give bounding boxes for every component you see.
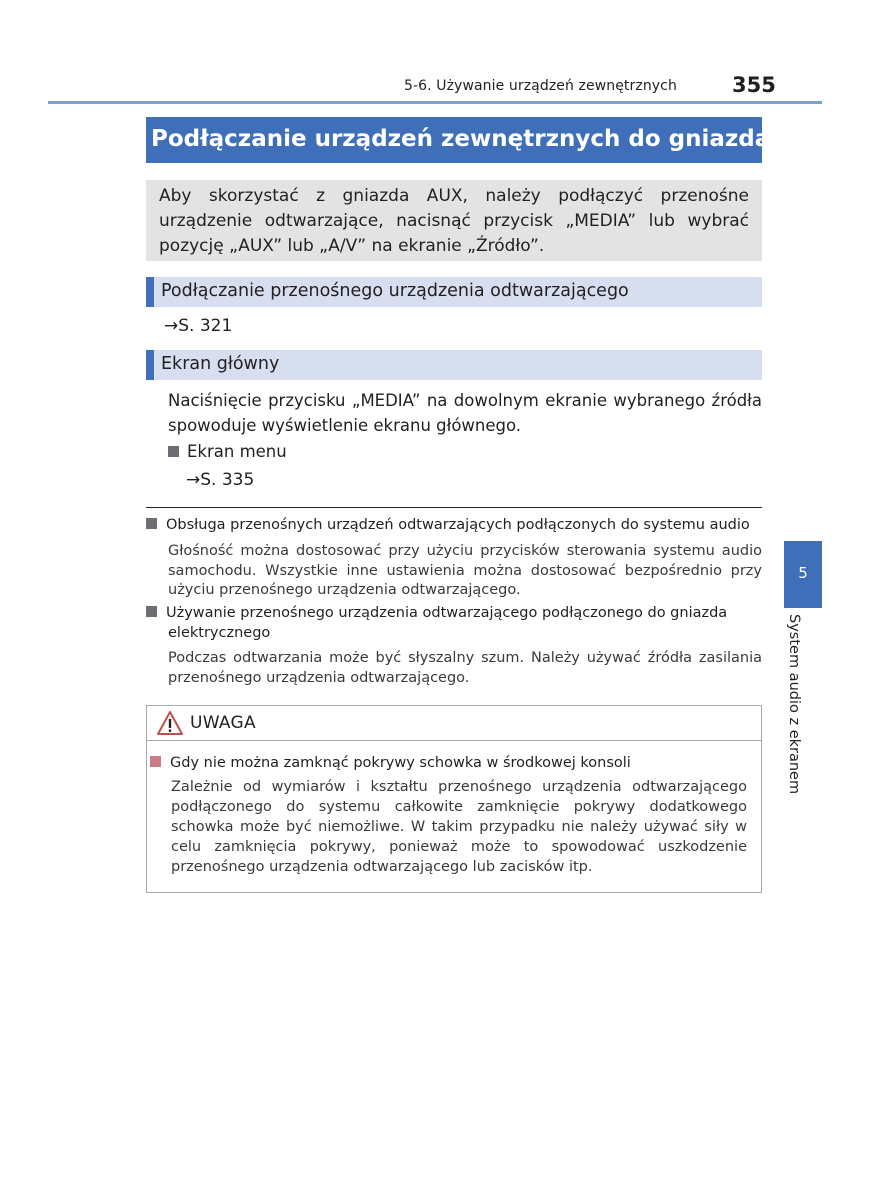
notes-separator	[146, 507, 762, 508]
note-heading-usage	[146, 605, 727, 621]
section-heading-bar-connecting	[146, 277, 762, 307]
note-heading-usage-line1: Używanie przenośnego urządzenia odtwarzającego podłączonego do gniazda	[166, 605, 728, 621]
note-body-usage: Podczas odtwarzania może być słyszalny szum. Należy używać źródła zasilania przenośnego urządzenia odtwarzającego.	[168, 650, 762, 686]
square-bullet-icon	[150, 756, 161, 767]
note-body-operation: Głośność można dostosować przy użyciu przycisków sterowania systemu audio samochodu. Wszystkie inne ustawienia można dostosować bezpośrednio przy użyciu przenośnego urządzenia odtwarzającego.	[168, 543, 762, 598]
intro-text: Aby skorzystać z gniazda AUX, należy podłączyć przenośne urządzenie odtwarzające, nacisnąć przycisk „MEDIA” lub wybrać pozycję „AUX” lub „A/V” na ekranie „Źródło”.	[159, 186, 749, 256]
warning-header-divider	[147, 740, 761, 741]
warning-heading	[150, 755, 631, 771]
warning-triangle-icon	[156, 710, 184, 736]
square-bullet-icon	[146, 518, 157, 529]
page-number: 355	[732, 73, 776, 97]
note-heading-operation	[146, 517, 750, 533]
main-screen-body: Naciśnięcie przycisku „MEDIA” na dowolnym ekranie wybranego źródła spowoduje wyświetlenie ekranu głównego.	[168, 391, 762, 435]
chapter-tab-label-text: System audio z ekranem	[786, 614, 802, 795]
warning-body: Zależnie od wymiarów i kształtu przenośnego urządzenia odtwarzającego podłączonego do systemu całkowite zamknięcie pokrywy dodatkowego schowka może być niemożliwe. W takim przypadku nie należy używać siły w celu zamknięcia pokrywy, ponieważ może to spowodować uszkodzenie przenośnego urządzenia odtwarzającego lub zacisków itp.	[171, 779, 747, 875]
running-header-section: 5-6. Używanie urządzeń zewnętrznych	[404, 78, 677, 94]
menu-screen-heading-text: Ekran menu	[187, 442, 287, 461]
reference-link-s335[interactable]: →S. 335	[186, 470, 255, 490]
chapter-tab-label	[786, 614, 806, 794]
header-rule	[48, 101, 822, 104]
square-bullet-icon	[168, 446, 179, 457]
note-heading-usage-line2: elektrycznego	[168, 625, 271, 641]
section-heading-accent	[146, 277, 154, 307]
chapter-tab-number: 5	[798, 564, 808, 582]
reference-link-s321[interactable]: →S. 321	[164, 316, 233, 336]
warning-heading-text: Gdy nie można zamknąć pokrywy schowka w środkowej konsoli	[170, 755, 631, 771]
section-heading-main-screen: Ekran główny	[161, 354, 280, 374]
section-heading-bar-main-screen	[146, 350, 762, 380]
square-bullet-icon	[146, 606, 157, 617]
menu-screen-heading	[168, 442, 287, 461]
section-heading-connecting: Podłączanie przenośnego urządzenia odtwarzającego	[161, 281, 629, 301]
note-heading-operation-text: Obsługa przenośnych urządzeń odtwarzających podłączonych do systemu audio	[166, 517, 750, 533]
page-title: Podłączanie urządzeń zewnętrznych do gniazda AUX	[151, 126, 832, 152]
section-heading-accent	[146, 350, 154, 380]
warning-label: UWAGA	[190, 713, 256, 733]
